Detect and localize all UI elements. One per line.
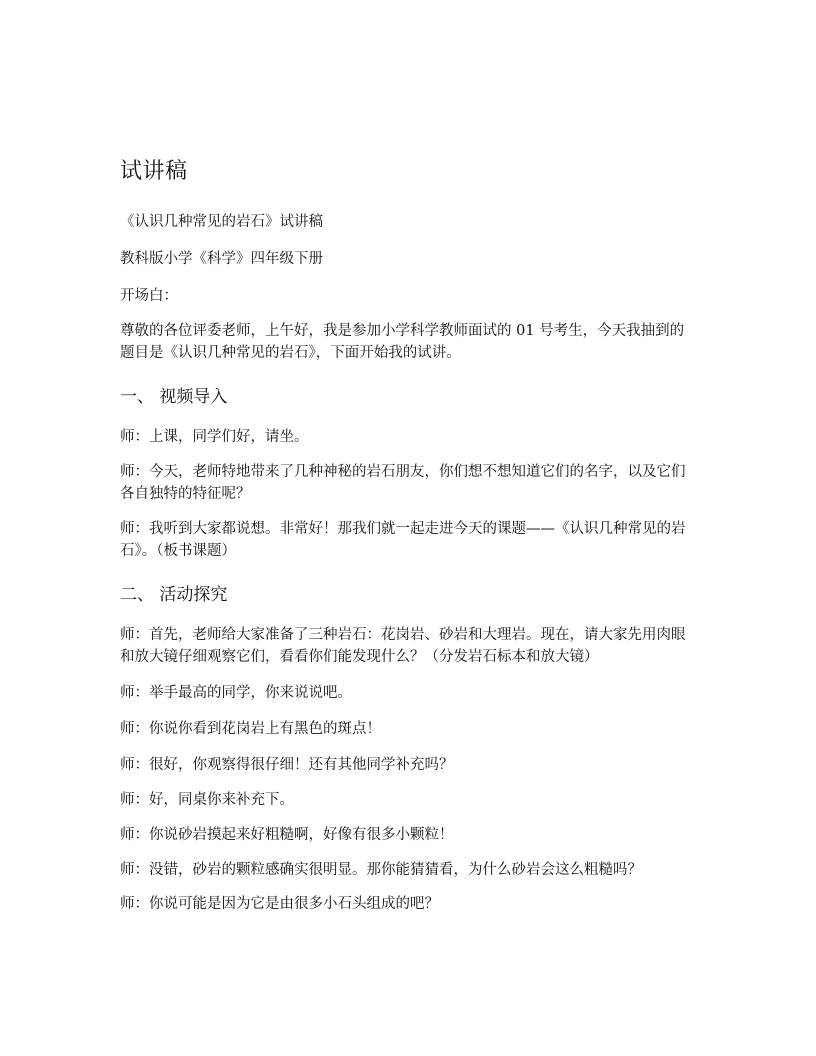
paragraph: 师：没错，砂岩的颗粒感确实很明显。那你能猜猜看，为什么砂岩会这么粗糙吗？ xyxy=(120,862,642,878)
section-heading-activity: 二、 活动探究 xyxy=(120,585,228,605)
paragraph: 师：首先，老师给大家准备了三种岩石：花岗岩、砂岩和大理岩。现在，请大家先用肉眼和放大镜仔细观察它们，看看你们能发现什么？（分发岩石标本和放大镜） xyxy=(120,627,686,665)
paragraph: 师：今天，老师特地带来了几种神秘的岩石朋友，你们想不想知道它们的名字，以及它们各自独特的特征呢？ xyxy=(120,464,686,502)
edition-line: 教科版小学《科学》四年级下册 xyxy=(120,251,323,267)
paragraph: 师：好，同桌你来补充下。 xyxy=(120,792,294,808)
paragraph: 师：你说可能是因为它是由很多小石头组成的吧？ xyxy=(120,896,439,912)
paragraph: 师：我听到大家都说想。非常好！那我们就一起走进今天的课题——《认识几种常见的岩石》。（板书课题） xyxy=(120,521,686,559)
lesson-subtitle: 《认识几种常见的岩石》试讲稿 xyxy=(120,214,323,230)
section-heading-video-intro: 一、 视频导入 xyxy=(120,387,228,407)
paragraph: 师：很好，你观察得很仔细！还有其他同学补充吗？ xyxy=(120,757,454,773)
paragraph: 师：你说你看到花岗岩上有黑色的斑点！ xyxy=(120,721,381,737)
paragraph: 师：你说砂岩摸起来好粗糙啊，好像有很多小颗粒！ xyxy=(120,827,454,843)
document-title: 试讲稿 xyxy=(120,159,188,184)
opening-paragraph: 尊敬的各位评委老师，上午好，我是参加小学科学教师面试的 01 号考生，今天我抽到的题目是《认识几种常见的岩石》，下面开始我的试讲。 xyxy=(120,323,685,361)
paragraph: 师：上课，同学们好，请坐。 xyxy=(120,429,309,445)
paragraph: 师：举手最高的同学，你来说说吧。 xyxy=(120,685,352,701)
opening-label: 开场白： xyxy=(120,288,178,304)
